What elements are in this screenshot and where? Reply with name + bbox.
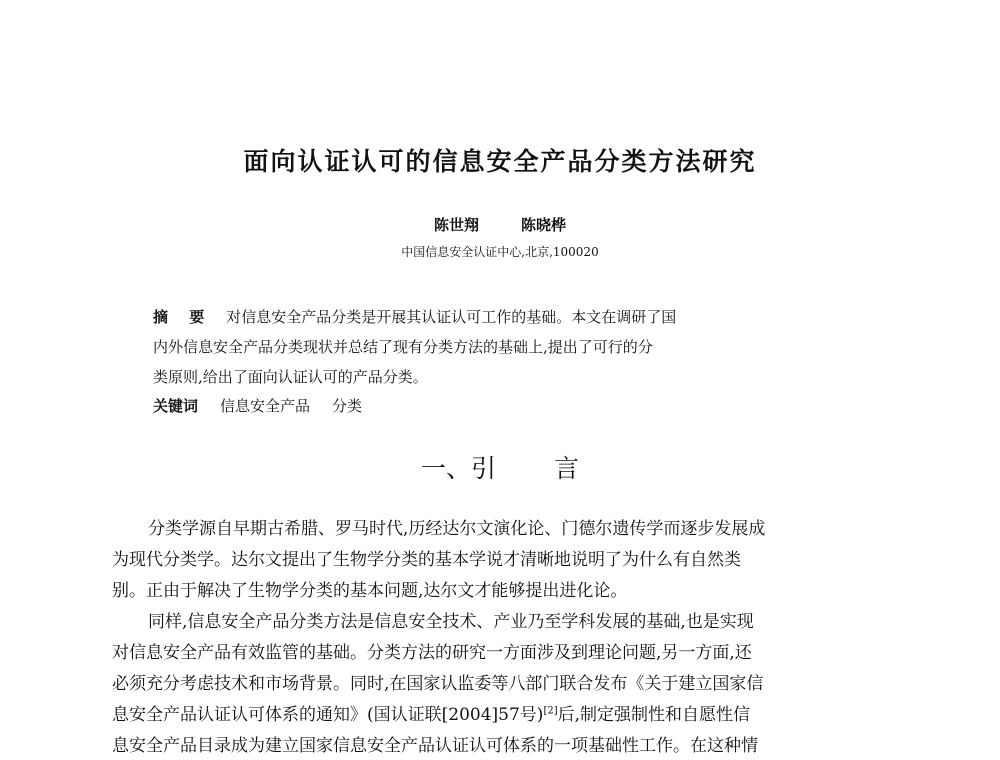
body-line: 对信息安全产品有效监管的基础。分类方法的研究一方面涉及到理论问题,另一方面,还 (112, 643, 752, 663)
citation-ref: [2] (543, 705, 558, 717)
abstract-text: 类原则,给出了面向认证认可的产品分类。 (153, 368, 428, 386)
author-name: 陈晓桦 (521, 216, 567, 234)
author-name: 陈世翔 (433, 216, 479, 234)
body-text-span: 息安全产品认证认可体系的通知》(国认证联[2004]57号) (112, 705, 544, 725)
body-line: 为现代分类学。达尔文提出了生物学分类的基本学说才清晰地说明了为什么有自然类 (112, 550, 741, 570)
abstract (153, 302, 853, 392)
paper-title: 面向认证认可的信息安全产品分类方法研究 (243, 147, 757, 176)
keywords-label: 关键词 (153, 397, 199, 415)
section-title: 言 (554, 454, 580, 483)
abstract-text: 内外信息安全产品分类现状并总结了现有分类方法的基础上,提出了可行的分 (153, 338, 653, 356)
body-line: 别。正由于解决了生物学分类的基本问题,达尔文才能够提出进化论。 (112, 581, 628, 601)
keywords (153, 394, 384, 418)
author-line (0, 215, 1000, 235)
keyword: 分类 (332, 397, 363, 415)
body-line: 同样,信息安全产品分类方法是信息安全技术、产业乃至学科发展的基础,也是实现 (148, 612, 754, 632)
section-number: 一、引 (420, 454, 496, 483)
abstract-text: 对信息安全产品分类是开展其认证认可工作的基础。本文在调研了国 (226, 308, 677, 326)
body-line-with-citation (112, 700, 892, 731)
abstract-label: 摘 要 (153, 308, 213, 326)
body-line: 息安全产品目录成为建立国家信息安全产品认证认可体系的一项基础性工作。在这种情 (112, 736, 758, 756)
body-line: 分类学源自早期古希腊、罗马时代,历经达尔文演化论、门德尔遗传学而逐步发展成 (148, 519, 766, 539)
body-line: 必须充分考虑技术和市场背景。同时,在国家认监委等八部门联合发布《关于建立国家信 (112, 674, 764, 694)
body-text-span: 后,制定强制性和自愿性信 (557, 705, 751, 725)
body-text (112, 514, 892, 760)
affiliation: 中国信息安全认证中心,北京,100020 (401, 245, 599, 259)
section-heading (0, 452, 1000, 486)
keyword: 信息安全产品 (220, 397, 311, 415)
